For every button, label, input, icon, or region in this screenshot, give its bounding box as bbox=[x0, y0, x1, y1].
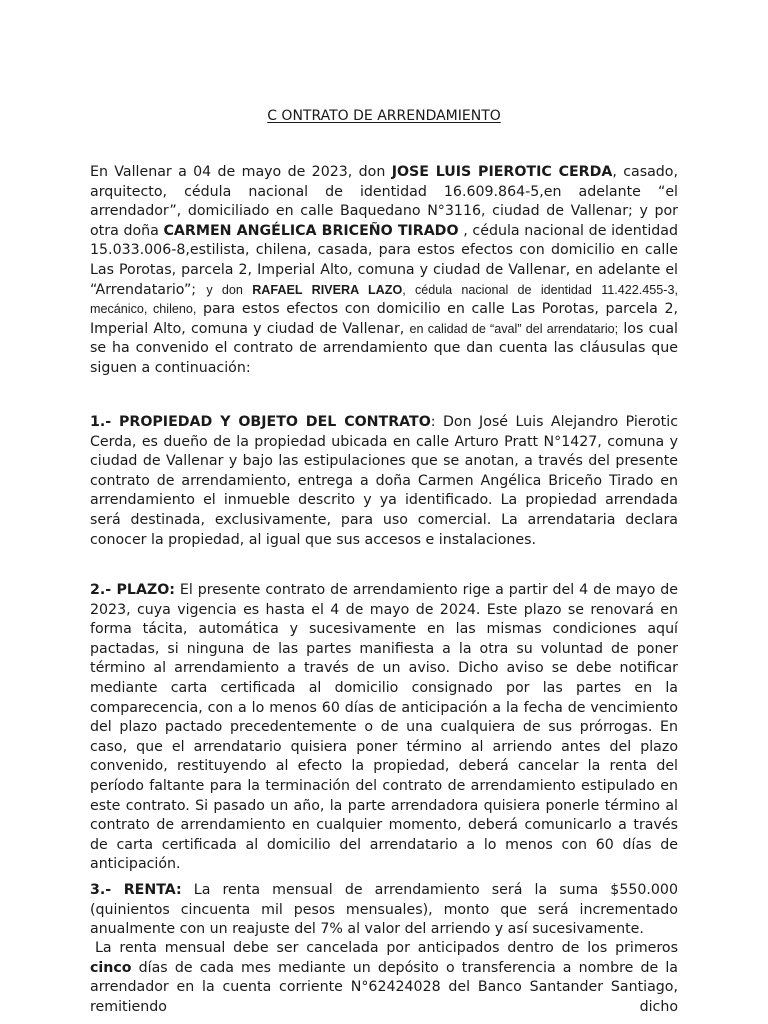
intro-text: los cual se ha convenido el contrato de arrendamiento que dan cuenta las cláusulas que siguen a continuación: bbox=[90, 320, 679, 376]
clause-3-paragraph bbox=[90, 881, 678, 940]
clause-2-text: El presente contrato de arrendamiento rige a partir del 4 de mayo de 2023, cuya vigencia es hasta el 4 de mayo de 2024. Este plazo se renovará en forma tácita, automática y sucesivamente en las mismas condiciones aquí pactadas, si ninguna de las partes manifiesta a la otra su voluntad de poner término al arrendamiento a través de un aviso. Dicho aviso se debe notificar mediante carta certificada al domicilio consignado por las partes en la comparecencia, con a lo menos 60 días de anticipación a la fecha de vencimiento del plazo pactado precedentemente o de una cualquiera de sus prórrogas. En caso, que el arrendatario quisiera poner término al arriendo antes del plazo convenido, restituyendo al efecto la propiedad, deberá cancelar la renta del período faltante para la terminación del contrato de arrendamiento estipulado en este contrato. Si pasado un año, la parte arrendadora quisiera ponerle término al contrato de arrendamiento en cualquier momento, deberá comunicarlo a través de carta certificada al domicilio del arrendatario a lo menos con 60 días de anticipación. bbox=[90, 582, 679, 873]
clause-3-payment-text: días de cada mes mediante un depósito o transferencia a nombre de la arrendador en la cuenta corriente N°62424028 del Banco Santander Santiago, remitiendo dicho bbox=[90, 959, 678, 1015]
clause-1-heading: 1.- PROPIEDAD Y OBJETO DEL CONTRATO bbox=[90, 414, 431, 430]
intro-text: , casado, arquitecto, cédula nacional de identidad 16.609.864-5,en adelante “el arrendador”, domiciliado en calle Baquedano N°3116, ciudad de Vallenar; y por otra doña bbox=[90, 164, 678, 239]
guarantor-role: en calidad de “aval” del arrendatario; bbox=[409, 321, 619, 336]
intro-text-small: y don bbox=[206, 282, 253, 297]
clause-1-text: : Don José Luis Alejandro Pierotic Cerda, es dueño de la propiedad ubicada en calle Arturo Pratt N°1427, comuna y ciudad de Vallenar y bajo las estipulaciones que se anotan, a través del presente contrato de arrendamiento, entrega a doña Carmen Angélica Briceño Tirado en arrendamiento el inmueble descrito y ya identificado. La propiedad arrendada será destinada, exclusivamente, para uso comercial. La arrendataria declara conocer la propiedad, al igual que sus accesos e instalaciones. bbox=[90, 414, 678, 548]
clause-3-heading: 3.- RENTA: bbox=[90, 882, 182, 898]
intro-text: para estos efectos con domicilio en calle Las Porotas, parcela 2, Imperial Alto, comuna y ciudad de Vallenar, bbox=[90, 301, 678, 337]
clause-3-text: La renta mensual de arrendamiento será la suma $550.000 (quinientos cincuenta mil pesos mensuales), monto que será incrementado anualmente con un reajuste del 7% al valor del arriendo y así sucesivamente. bbox=[90, 882, 678, 938]
clause-2-paragraph bbox=[90, 581, 678, 875]
guarantor-details: , cédula nacional de identidad 11.422.455-3, mecánico, chileno, bbox=[90, 282, 678, 317]
intro-text: , cédula nacional de identidad 15.033.006-8,estilista, chilena, casada, para estos efectos con domicilio en calle Las Porotas, parcela 2, Imperial Alto, comuna y ciudad de Vallenar, en adelante el “Arrendatario”; bbox=[90, 222, 678, 298]
intro-paragraph bbox=[90, 163, 678, 379]
clause-1-paragraph bbox=[90, 413, 678, 550]
clause-3-payment-text: La renta mensual debe ser cancelada por anticipados dentro de los primeros bbox=[95, 940, 678, 956]
lessor-name: JOSE LUIS PIEROTIC CERDA bbox=[391, 164, 613, 180]
clause-3-payment-days: cinco bbox=[90, 959, 132, 976]
document-title: C ONTRATO DE ARRENDAMIENTO bbox=[267, 108, 501, 124]
lessee-name: CARMEN ANGÉLICA BRICEÑO TIRADO bbox=[163, 222, 459, 239]
guarantor-name: RAFAEL RIVERA LAZO bbox=[252, 282, 403, 297]
clause-2-heading: 2.- PLAZO: bbox=[90, 582, 175, 598]
clause-3-payment-paragraph bbox=[90, 939, 678, 1017]
intro-text: En Vallenar a 04 de mayo de 2023, don bbox=[90, 164, 392, 180]
